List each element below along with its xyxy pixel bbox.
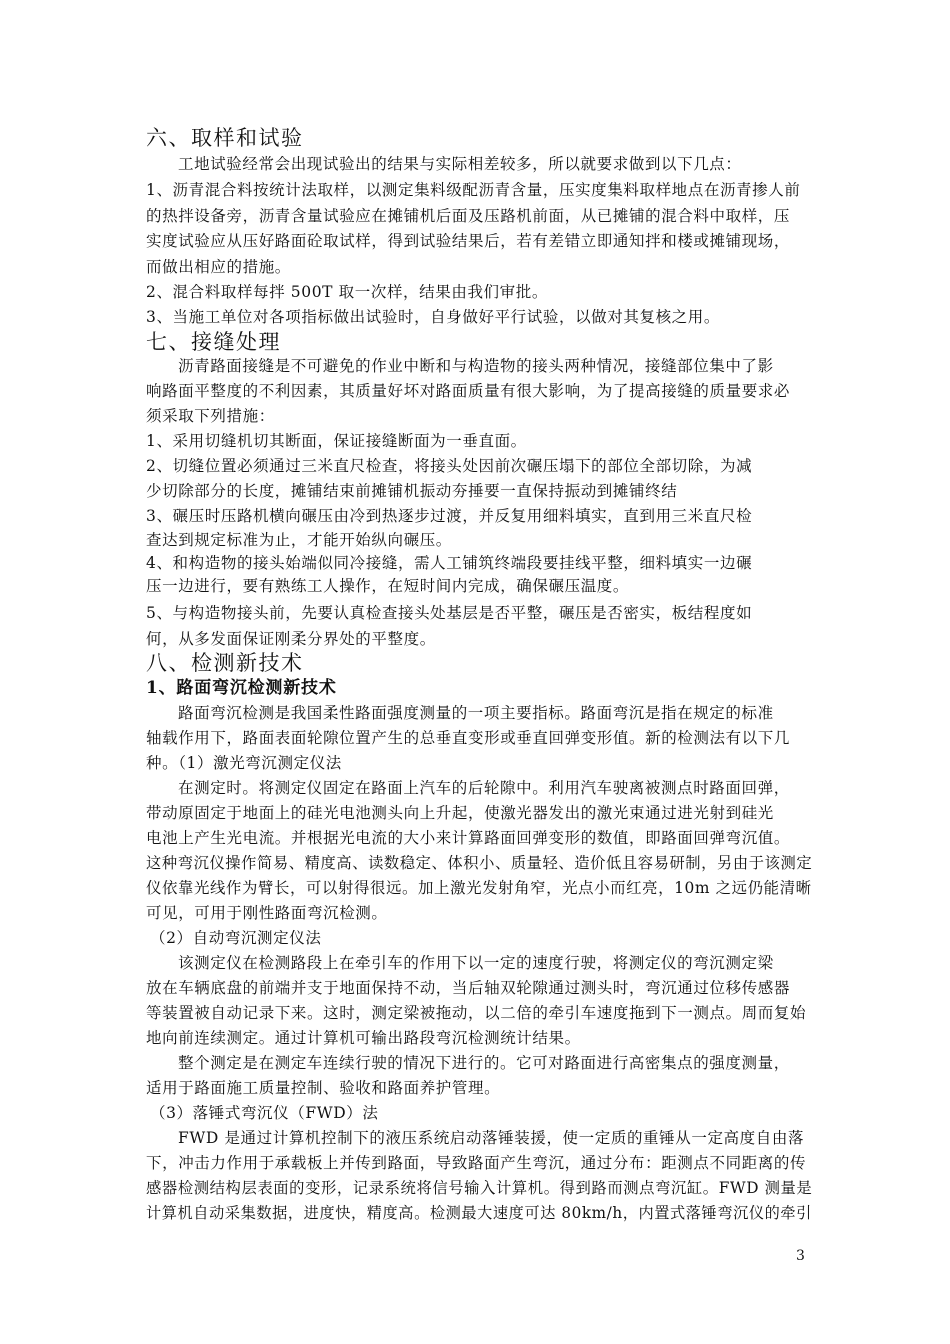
paragraph-line: 而做出相应的措施。 — [146, 258, 291, 276]
paragraph-line: 1、沥青混合料按统计法取样，以测定集料级配沥青含量，压实度集料取样地点在沥青掺人前 — [146, 181, 801, 199]
paragraph-line: 路面弯沉检测是我国柔性路面强度测量的一项主要指标。路面弯沉是指在规定的标准 — [178, 704, 774, 722]
paragraph-line: （2）自动弯沉测定仪法 — [150, 929, 322, 947]
section-heading: 七、接缝处理 — [146, 330, 281, 354]
paragraph-line: 轴载作用下，路面表面轮隙位置产生的总垂直变形或垂直回弹变形值。新的检测法有以下几 — [146, 729, 791, 747]
paragraph-line: 5、与构造物接头前，先要认真检查接头处基层是否平整，碾压是否密实，板结程度如 — [146, 604, 753, 622]
paragraph-line: （3）落锤式弯沉仪（FWD）法 — [150, 1104, 379, 1122]
paragraph-line: 下，冲击力作用于承载板上并传到路面，导致路面产生弯沉，通过分布：距测点不同距离的传 — [146, 1154, 807, 1172]
paragraph-line: 须采取下列措施： — [146, 407, 275, 425]
paragraph-line: 2、混合料取样每拌 500T 取一次样，结果由我们审批。 — [146, 283, 548, 301]
paragraph-line: 感器检测结构层表面的变形，记录系统将信号输入计算机。得到路而测点弯沉缸。FWD 测量是 — [146, 1179, 813, 1197]
paragraph-line: 何，从多发面保证刚柔分界处的平整度。 — [146, 630, 436, 648]
paragraph-line: 带动原固定于地面上的硅光电池测头向上升起，使激光器发出的激光束通过进光射到硅光 — [146, 804, 774, 822]
paragraph-line: 工地试验经常会出现试验出的结果与实际相差较多，所以就要求做到以下几点： — [178, 155, 742, 173]
paragraph-line: 地向前连续测定。通过计算机可输出路段弯沉检测统计结果。 — [146, 1029, 581, 1047]
paragraph-line: FWD 是通过计算机控制下的液压系统启动落锤装援，使一定质的重锤从一定高度自由落 — [178, 1129, 805, 1147]
paragraph-line: 该测定仪在检测路段上在牵引车的作用下以一定的速度行驶，将测定仪的弯沉测定梁 — [178, 954, 774, 972]
paragraph-line: 3、碾压时压路机横向碾压由冷到热逐步过渡，并反复用细料填实，直到用三米直尺检 — [146, 507, 753, 525]
subsection-heading: 1、路面弯沉检测新技术 — [146, 678, 337, 698]
paragraph-line: 等装置被自动记录下来。这时，测定梁被拖动，以二倍的牵引车速度拖到下一测点。周而复始 — [146, 1004, 807, 1022]
paragraph-line: 种。（1）激光弯沉测定仪法 — [146, 754, 342, 772]
paragraph-line: 整个测定是在测定车连续行驶的情况下进行的。它可对路面进行高密集点的强度测量， — [178, 1054, 790, 1072]
paragraph-line: 可见，可用于刚性路面弯沉检测。 — [146, 904, 388, 922]
page-number: 3 — [796, 1248, 805, 1264]
paragraph-line: 沥青路面接缝是不可避免的作业中断和与构造物的接头两种情况，接缝部位集中了影 — [178, 357, 774, 375]
paragraph-line: 这种弯沉仪操作简易、精度高、读数稳定、体积小、质量轻、造价低且容易研制，另由于该测定 — [146, 854, 813, 872]
paragraph-line: 的热拌设备旁，沥青含量试验应在摊铺机后面及压路机前面，从已摊铺的混合料中取样，压 — [146, 207, 791, 225]
paragraph-line: 少切除部分的长度，摊铺结束前摊铺机振动夯捶要一直保持振动到摊铺终结 — [146, 482, 678, 500]
paragraph-line: 实度试验应从压好路面砼取试样，得到试验结果后，若有差错立即通知拌和楼或摊铺现场， — [146, 232, 791, 250]
paragraph-line: 电池上产生光电流。并根据光电流的大小来计算路面回弹变形的数值，即路面回弹弯沉值。 — [146, 829, 791, 847]
paragraph-line: 仪依靠光线作为臂长，可以射得很远。加上激光发射角窄，光点小而红亮，10m 之远仍能清晰 — [146, 879, 812, 897]
paragraph-line: 放在车辆底盘的前端并支于地面保持不动，当后轴双轮隙通过测头时，弯沉通过位移传感器 — [146, 979, 791, 997]
section-heading: 八、检测新技术 — [146, 651, 304, 675]
paragraph-line: 在测定时。将测定仪固定在路面上汽车的后轮隙中。利用汽车驶离被测点时路面回弹， — [178, 779, 790, 797]
paragraph-line: 2、切缝位置必须通过三米直尺检查，将接头处因前次碾压塌下的部位全部切除，为减 — [146, 457, 753, 475]
paragraph-line: 4、和构造物的接头始端似同冷接缝，需人工铺筑终端段要挂线平整，细料填实一边碾 — [146, 554, 753, 572]
paragraph-line: 查达到规定标准为止，才能开始纵向碾压。 — [146, 531, 452, 549]
paragraph-line: 计算机自动采集数据，进度快，精度高。检测最大速度可达 80km/h，内置式落锤弯沉仪的牵引 — [146, 1204, 812, 1222]
paragraph-line: 1、采用切缝机切其断面，保证接缝断面为一垂直面。 — [146, 432, 527, 450]
paragraph-line: 响路面平整度的不利因素，其质量好坏对路面质量有很大影响，为了提高接缝的质量要求必 — [146, 382, 791, 400]
paragraph-line: 3、当施工单位对各项指标做出试验时，自身做好平行试验，以做对其复核之用。 — [146, 308, 720, 326]
paragraph-line: 压一边进行，要有熟练工人操作，在短时间内完成，确保碾压温度。 — [146, 577, 630, 595]
paragraph-line: 适用于路面施工质量控制、验收和路面养护管理。 — [146, 1079, 501, 1097]
section-heading: 六、取样和试验 — [146, 126, 304, 150]
